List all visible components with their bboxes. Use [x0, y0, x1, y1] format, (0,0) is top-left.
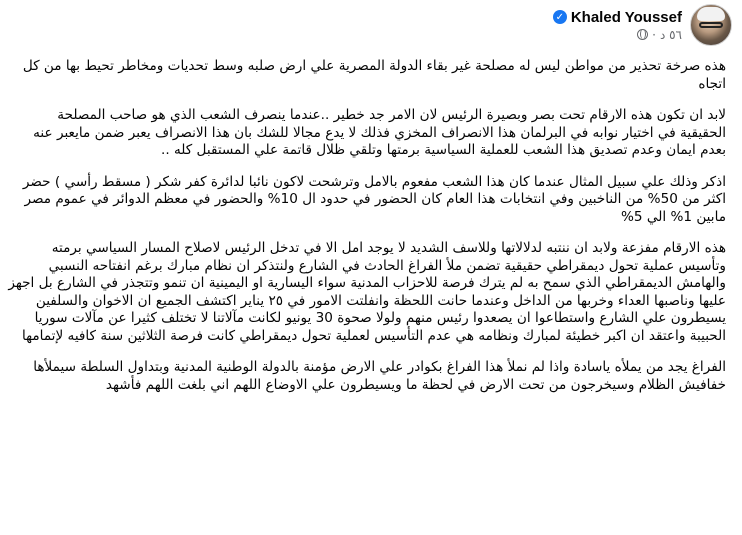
- post-paragraph: لابد ان تكون هذه الارقام تحت بصر وبصيرة الرئيس لان الامر جد خطير ..عندما ينصرف الشعب الذي هو صاحب المصلحة الحقيقية في اختيار نوابه في البرلمان هذا الانصراف المخزي فذلك لا يدع مجالا للشك بان هذا الانصراف يعبر ضمن مايعبر عنه بعدم ايمان وعدم تصديق هذا الشعب للعملية السياسية برمتها وتلقي ظلال قاتمة علي المستقبل كله ..: [33, 107, 726, 158]
- globe-icon[interactable]: [637, 29, 648, 40]
- author-meta: [553, 9, 682, 42]
- verified-badge-icon: ✓: [553, 10, 567, 24]
- post-body: [8, 58, 726, 408]
- post-paragraph: هذه صرخة تحذير من مواطن ليس له مصلحة غير بقاء الدولة المصرية علي ارض صلبه وسط تحديات ومخاطر تحيط بها من كل اتجاه: [22, 58, 726, 92]
- author-name[interactable]: Khaled Youssef: [570, 8, 682, 26]
- post-paragraph: هذه الارقام مفزعة ولابد ان ننتبه لدلالاتها وللاسف الشديد لا يوجد امل الا في تدخل الرئيس لاصلاح المسار السياسي برمته وتأسيس عملية تحول ديمقراطي حقيقية تضمن ملأ الفراغ الحادث في الشارع ولنتذكر ان نظام مبارك برغم انفتاحه النسبي والهامش الديمقراطي الذي سمح به لم يترك فرصة للاحزاب المدنية سواء اليسارية او اليمينية ان تنمو وتتجذر في الشارع بل اجهز عليها وناصبها العداء وخربها من الداخل وعندما حانت اللحظة وانفلتت الامور في ٢٥ يناير اكتشف الجميع ان الاخوان والسلفين يسيطرون علي الشارع واستطاعوا ان يصعدوا رئيس منهم ولولا صحوة 30 يونيو لكانت مآلاتنا لا تختلف كثيرا عن مآلات سوريا الحبيبة واعتقد ان اكبر خطيئة لمبارك ونظامه هي عدم التأسيس لعملية تحول ديمقراطي كانت فرصة الثلاثين سنة كافيه لإتمامها: [8, 240, 726, 344]
- avatar-glasses: [699, 22, 723, 28]
- author-name-row: [553, 9, 682, 26]
- separator-dot: ·: [652, 27, 656, 42]
- avatar-hair: [697, 7, 725, 21]
- author-avatar[interactable]: [690, 4, 732, 46]
- post-timestamp[interactable]: ٥٦ د: [659, 27, 682, 42]
- post-paragraph: اذكر وذلك علي سبيل المثال عندما كان هذا الشعب مفعوم بالامل وترشحت لاكون نائبا لدائرة كفر شكر ( مسقط رأسي ) حضر اكثر من 50% من الناخبين وفي انتخابات هذا العام كان الحضور في حدود ال 10% والحضور في معظم الدوائر في عموم مصر مابين 1% الي 5%: [22, 173, 726, 225]
- post-header: [553, 4, 732, 46]
- post-paragraph: الفراغ يجد من يملأه ياسادة واذا لم نملأ هذا الفراغ بكوادر علي الارض مؤمنة بالدولة الوطنية المدنية وبتداول السلطة سيملأها خفافيش الظلام وسيخرجون من تحت الارض في لحظة ما ويسيطرون علي الاوضاع اللهم اني بلغت اللهم فأشهد: [33, 359, 726, 393]
- post-meta-row: [553, 28, 682, 42]
